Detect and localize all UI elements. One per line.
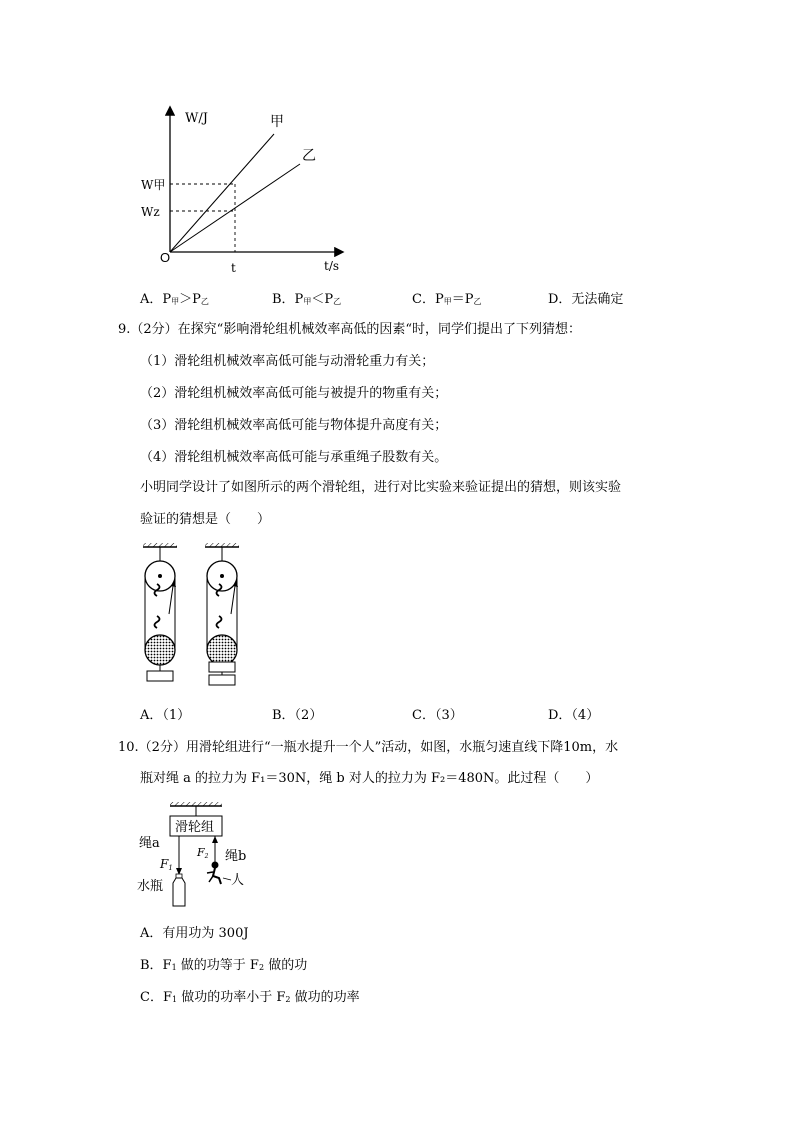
pulley-box-label: 滑轮组 xyxy=(175,820,215,835)
q9-intro-line-1: 小明同学设计了如图所示的两个滑轮组，进行对比实验来验证提出的猜想，则该实验 xyxy=(140,480,622,495)
rope-a-label: 绳a xyxy=(139,836,160,851)
q9-option-a[interactable]: A．（1） xyxy=(140,708,191,723)
q9-intro-line-2: 验证的猜想是（ ） xyxy=(140,512,271,527)
q8-option-a[interactable]: A．P甲＞P乙 xyxy=(140,292,209,307)
work-time-graph xyxy=(130,100,360,280)
q10-stem-line-2: 瓶对绳 a 的拉力为 F₁＝30N，绳 b 对人的拉力为 F₂＝480N。此过程（ ） xyxy=(140,771,599,786)
q9-option-c[interactable]: C．（3） xyxy=(412,708,463,723)
q9-guess-2: （2）滑轮组机械效率高低可能与被提升的物重有关； xyxy=(140,386,448,401)
x-axis-label: t/s xyxy=(324,259,340,273)
q10-option-c[interactable]: C．F1 做功的功率小于 F2 做功的功率 xyxy=(140,990,360,1005)
q8-option-c[interactable]: C．P甲＝P乙 xyxy=(412,292,482,307)
q9-option-d[interactable]: D．（4） xyxy=(548,708,600,723)
w-jia-label: W甲 xyxy=(141,178,166,192)
person xyxy=(207,862,221,885)
w-yi-label: Wz xyxy=(141,205,160,219)
q9-guess-4: （4）滑轮组机械效率高低可能与承重绳子股数有关。 xyxy=(140,450,448,465)
y-axis-label: W/J xyxy=(185,111,208,126)
f2-label: F2 xyxy=(197,846,209,860)
q9-guess-3: （3）滑轮组机械效率高低可能与物体提升高度有关； xyxy=(140,418,448,433)
line-yi-label: 乙 xyxy=(302,148,316,164)
bottle-label: 水瓶 xyxy=(137,879,164,894)
rope-b-label: 绳b xyxy=(225,849,247,864)
pulley-systems-figure xyxy=(135,542,255,690)
pulley-system-right xyxy=(205,543,239,685)
pulley-system-left xyxy=(143,543,177,681)
q9-guess-1: （1）滑轮组机械效率高低可能与动滑轮重力有关； xyxy=(140,354,435,369)
line-jia-label: 甲 xyxy=(270,114,284,130)
q8-option-b[interactable]: B．P甲＜P乙 xyxy=(272,292,342,307)
line-jia xyxy=(170,134,274,252)
q10-option-a[interactable]: A．有用功为 300J xyxy=(140,926,249,941)
f1-label: F1 xyxy=(160,857,173,872)
q9-option-b[interactable]: B．（2） xyxy=(272,708,323,723)
bottle-lifts-person-figure xyxy=(135,800,255,910)
q10-option-b[interactable]: B．F1 做的功等于 F2 做的功 xyxy=(140,958,308,973)
q10-stem-line-1: 10.（2分）用滑轮组进行“一瓶水提升一个人”活动，如图，水瓶匀速直线下降10m，水 xyxy=(118,740,619,755)
person-label: 人 xyxy=(231,873,245,888)
origin-label: O xyxy=(160,250,171,265)
q8-option-d[interactable]: D．无法确定 xyxy=(548,292,624,307)
water-bottle xyxy=(173,874,185,906)
t-label: t xyxy=(231,261,236,275)
q9-stem: 9.（2分）在探究“影响滑轮组机械效率高低的因素“时，同学们提出了下列猜想： xyxy=(118,322,581,337)
